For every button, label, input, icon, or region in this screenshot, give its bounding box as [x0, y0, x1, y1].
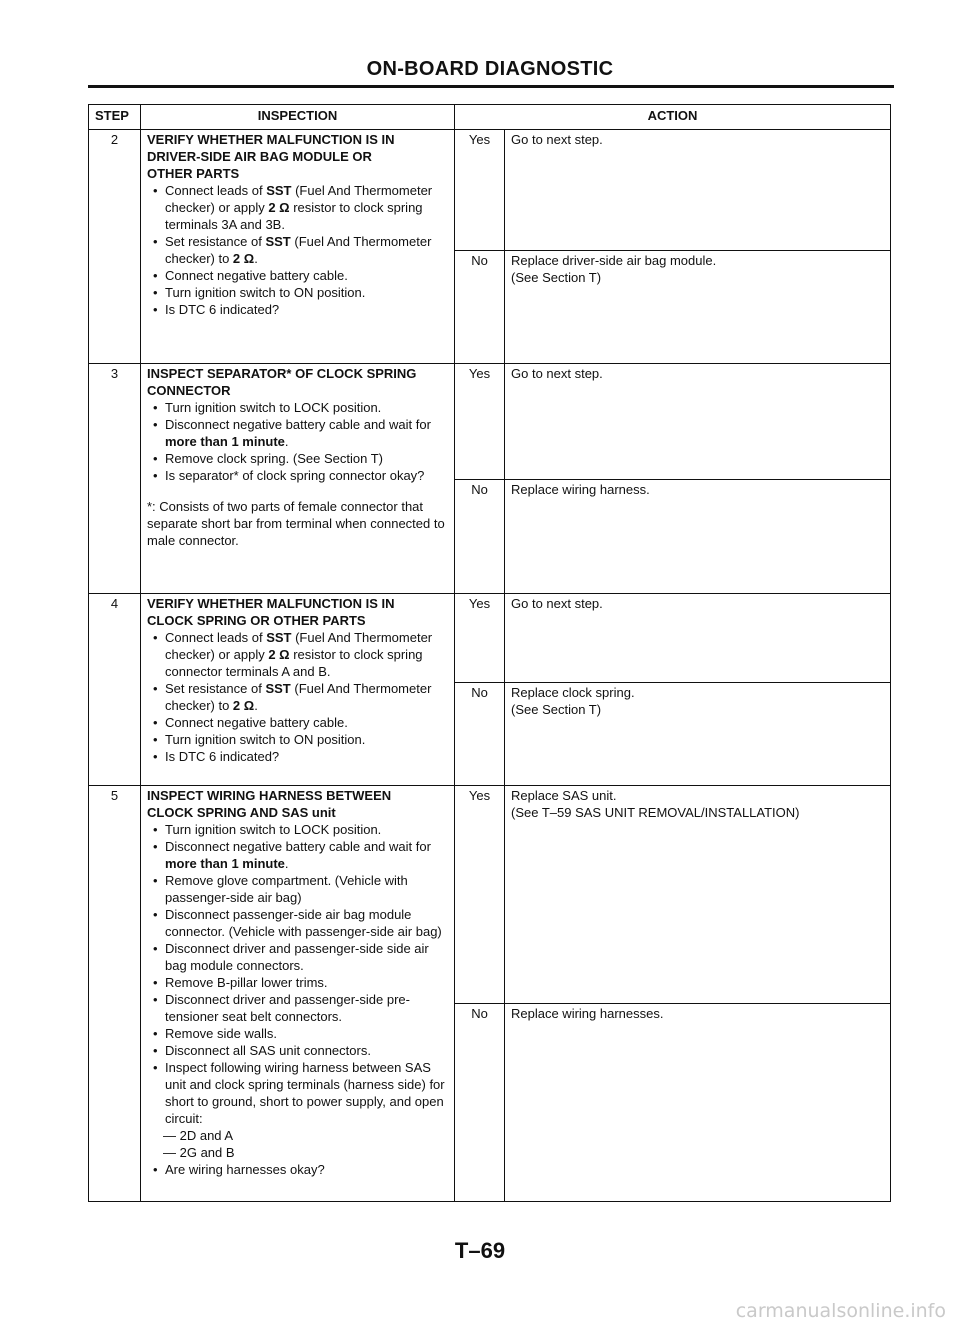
- list-item: • Disconnect driver and passenger-side pre-tensioner seat belt connectors.: [149, 991, 448, 1025]
- inspection-cell: [141, 364, 455, 594]
- inspection-title: [147, 595, 448, 629]
- list-item: • Connect leads of SST (Fuel And Thermometer checker) or apply 2 Ω resistor to clock spring connector terminals A and B.: [149, 629, 448, 680]
- inspection-title-line: CLOCK SPRING AND SAS unit: [147, 805, 336, 820]
- yes-label: Yes: [455, 364, 505, 480]
- action-line: Replace SAS unit.: [511, 788, 617, 803]
- list-item: • Connect negative battery cable.: [149, 714, 448, 731]
- inspection-list: [147, 821, 448, 1127]
- list-item: • Disconnect negative battery cable and wait for more than 1 minute.: [149, 838, 448, 872]
- no-label: No: [455, 683, 505, 786]
- action-line: Replace driver-side air bag module.: [511, 253, 717, 268]
- table-row: [89, 594, 891, 683]
- list-item: • Turn ignition switch to LOCK position.: [149, 399, 448, 416]
- no-label: No: [455, 1004, 505, 1202]
- no-action: [505, 683, 891, 786]
- table-row: [89, 786, 891, 1004]
- list-item: • Is DTC 6 indicated?: [149, 301, 448, 318]
- action-line: (See Section T): [511, 270, 602, 285]
- yes-action: Go to next step.: [505, 364, 891, 480]
- inspection-title-line: VERIFY WHETHER MALFUNCTION IS IN: [147, 596, 395, 611]
- inspection-title-line: VERIFY WHETHER MALFUNCTION IS IN: [147, 132, 395, 147]
- list-item: • Remove glove compartment. (Vehicle with passenger-side air bag): [149, 872, 448, 906]
- diagnostic-table: [88, 104, 891, 1202]
- inspection-cell: [141, 594, 455, 786]
- sub-item: — 2G and B: [163, 1145, 235, 1160]
- no-action: [505, 251, 891, 364]
- yes-label: Yes: [455, 786, 505, 1004]
- watermark: carmanualsonline.info: [735, 1300, 946, 1322]
- header-action: ACTION: [455, 105, 891, 130]
- list-item: • Inspect following wiring harness between SAS unit and clock spring terminals (harness side) for short to ground, short to power supply, and open circuit:: [149, 1059, 448, 1127]
- inspection-list: [147, 399, 448, 484]
- title-rule: [88, 85, 894, 88]
- table-row: [89, 130, 891, 251]
- inspection-title-line: DRIVER-SIDE AIR BAG MODULE OR: [147, 149, 372, 164]
- page-number: T–69: [454, 1238, 506, 1263]
- yes-label: Yes: [455, 130, 505, 251]
- inspection-cell: [141, 130, 455, 364]
- list-item: • Remove B-pillar lower trims.: [149, 974, 448, 991]
- list-item: • Set resistance of SST (Fuel And Thermometer checker) to 2 Ω.: [149, 680, 448, 714]
- list-item: • Disconnect negative battery cable and wait for more than 1 minute.: [149, 416, 448, 450]
- inspection-cell: [141, 786, 455, 1202]
- list-item: • Remove clock spring. (See Section T): [149, 450, 448, 467]
- yes-label: Yes: [455, 594, 505, 683]
- list-item: • Turn ignition switch to ON position.: [149, 284, 448, 301]
- inspection-title-line: OTHER PARTS: [147, 166, 240, 181]
- inspection-title: [147, 131, 448, 182]
- list-item: • Are wiring harnesses okay?: [149, 1161, 448, 1178]
- list-item: • Disconnect all SAS unit connectors.: [149, 1042, 448, 1059]
- step-number: 5: [89, 786, 141, 1202]
- footnote: *: Consists of two parts of female connector that separate short bar from terminal when connected to male connector.: [147, 499, 445, 548]
- yes-action: Go to next step.: [505, 130, 891, 251]
- list-item: • Is DTC 6 indicated?: [149, 748, 448, 765]
- header-inspection: INSPECTION: [141, 105, 455, 130]
- inspection-title: [147, 365, 448, 399]
- table-header-row: [89, 105, 891, 130]
- list-item: • Remove side walls.: [149, 1025, 448, 1042]
- no-action: Replace wiring harness.: [505, 480, 891, 594]
- inspection-title: [147, 787, 448, 821]
- action-line: (See Section T): [511, 702, 602, 717]
- list-item: • Turn ignition switch to LOCK position.: [149, 821, 448, 838]
- list-item: • Connect leads of SST (Fuel And Thermometer checker) or apply 2 Ω resistor to clock spring terminals 3A and 3B.: [149, 182, 448, 233]
- step-number: 3: [89, 364, 141, 594]
- list-item: • Turn ignition switch to ON position.: [149, 731, 448, 748]
- action-line: (See T–59 SAS UNIT REMOVAL/INSTALLATION): [511, 805, 800, 820]
- inspection-list: [147, 182, 448, 318]
- list-item: • Set resistance of SST (Fuel And Thermometer checker) to 2 Ω.: [149, 233, 448, 267]
- step-number: 4: [89, 594, 141, 786]
- page-title: ON-BOARD DIAGNOSTIC: [366, 58, 614, 80]
- list-item: • Is separator* of clock spring connector okay?: [149, 467, 448, 484]
- inspection-title-line: INSPECT SEPARATOR* OF CLOCK SPRING: [147, 366, 417, 381]
- no-label: No: [455, 251, 505, 364]
- inspection-title-line: INSPECT WIRING HARNESS BETWEEN: [147, 788, 392, 803]
- yes-action: Go to next step.: [505, 594, 891, 683]
- list-item: • Disconnect driver and passenger-side side air bag module connectors.: [149, 940, 448, 974]
- list-item: • Connect negative battery cable.: [149, 267, 448, 284]
- action-line: Replace clock spring.: [511, 685, 635, 700]
- list-item: • Disconnect passenger-side air bag module connector. (Vehicle with passenger-side air bag): [149, 906, 448, 940]
- inspection-list: [147, 1161, 448, 1178]
- header-step: STEP: [89, 105, 141, 130]
- no-label: No: [455, 480, 505, 594]
- no-action: Replace wiring harnesses.: [505, 1004, 891, 1202]
- table-row: [89, 364, 891, 480]
- inspection-title-line: CLOCK SPRING OR OTHER PARTS: [147, 613, 366, 628]
- step-number: 2: [89, 130, 141, 364]
- yes-action: [505, 786, 891, 1004]
- inspection-list: [147, 629, 448, 765]
- inspection-title-line: CONNECTOR: [147, 383, 231, 398]
- sub-item: — 2D and A: [163, 1128, 234, 1143]
